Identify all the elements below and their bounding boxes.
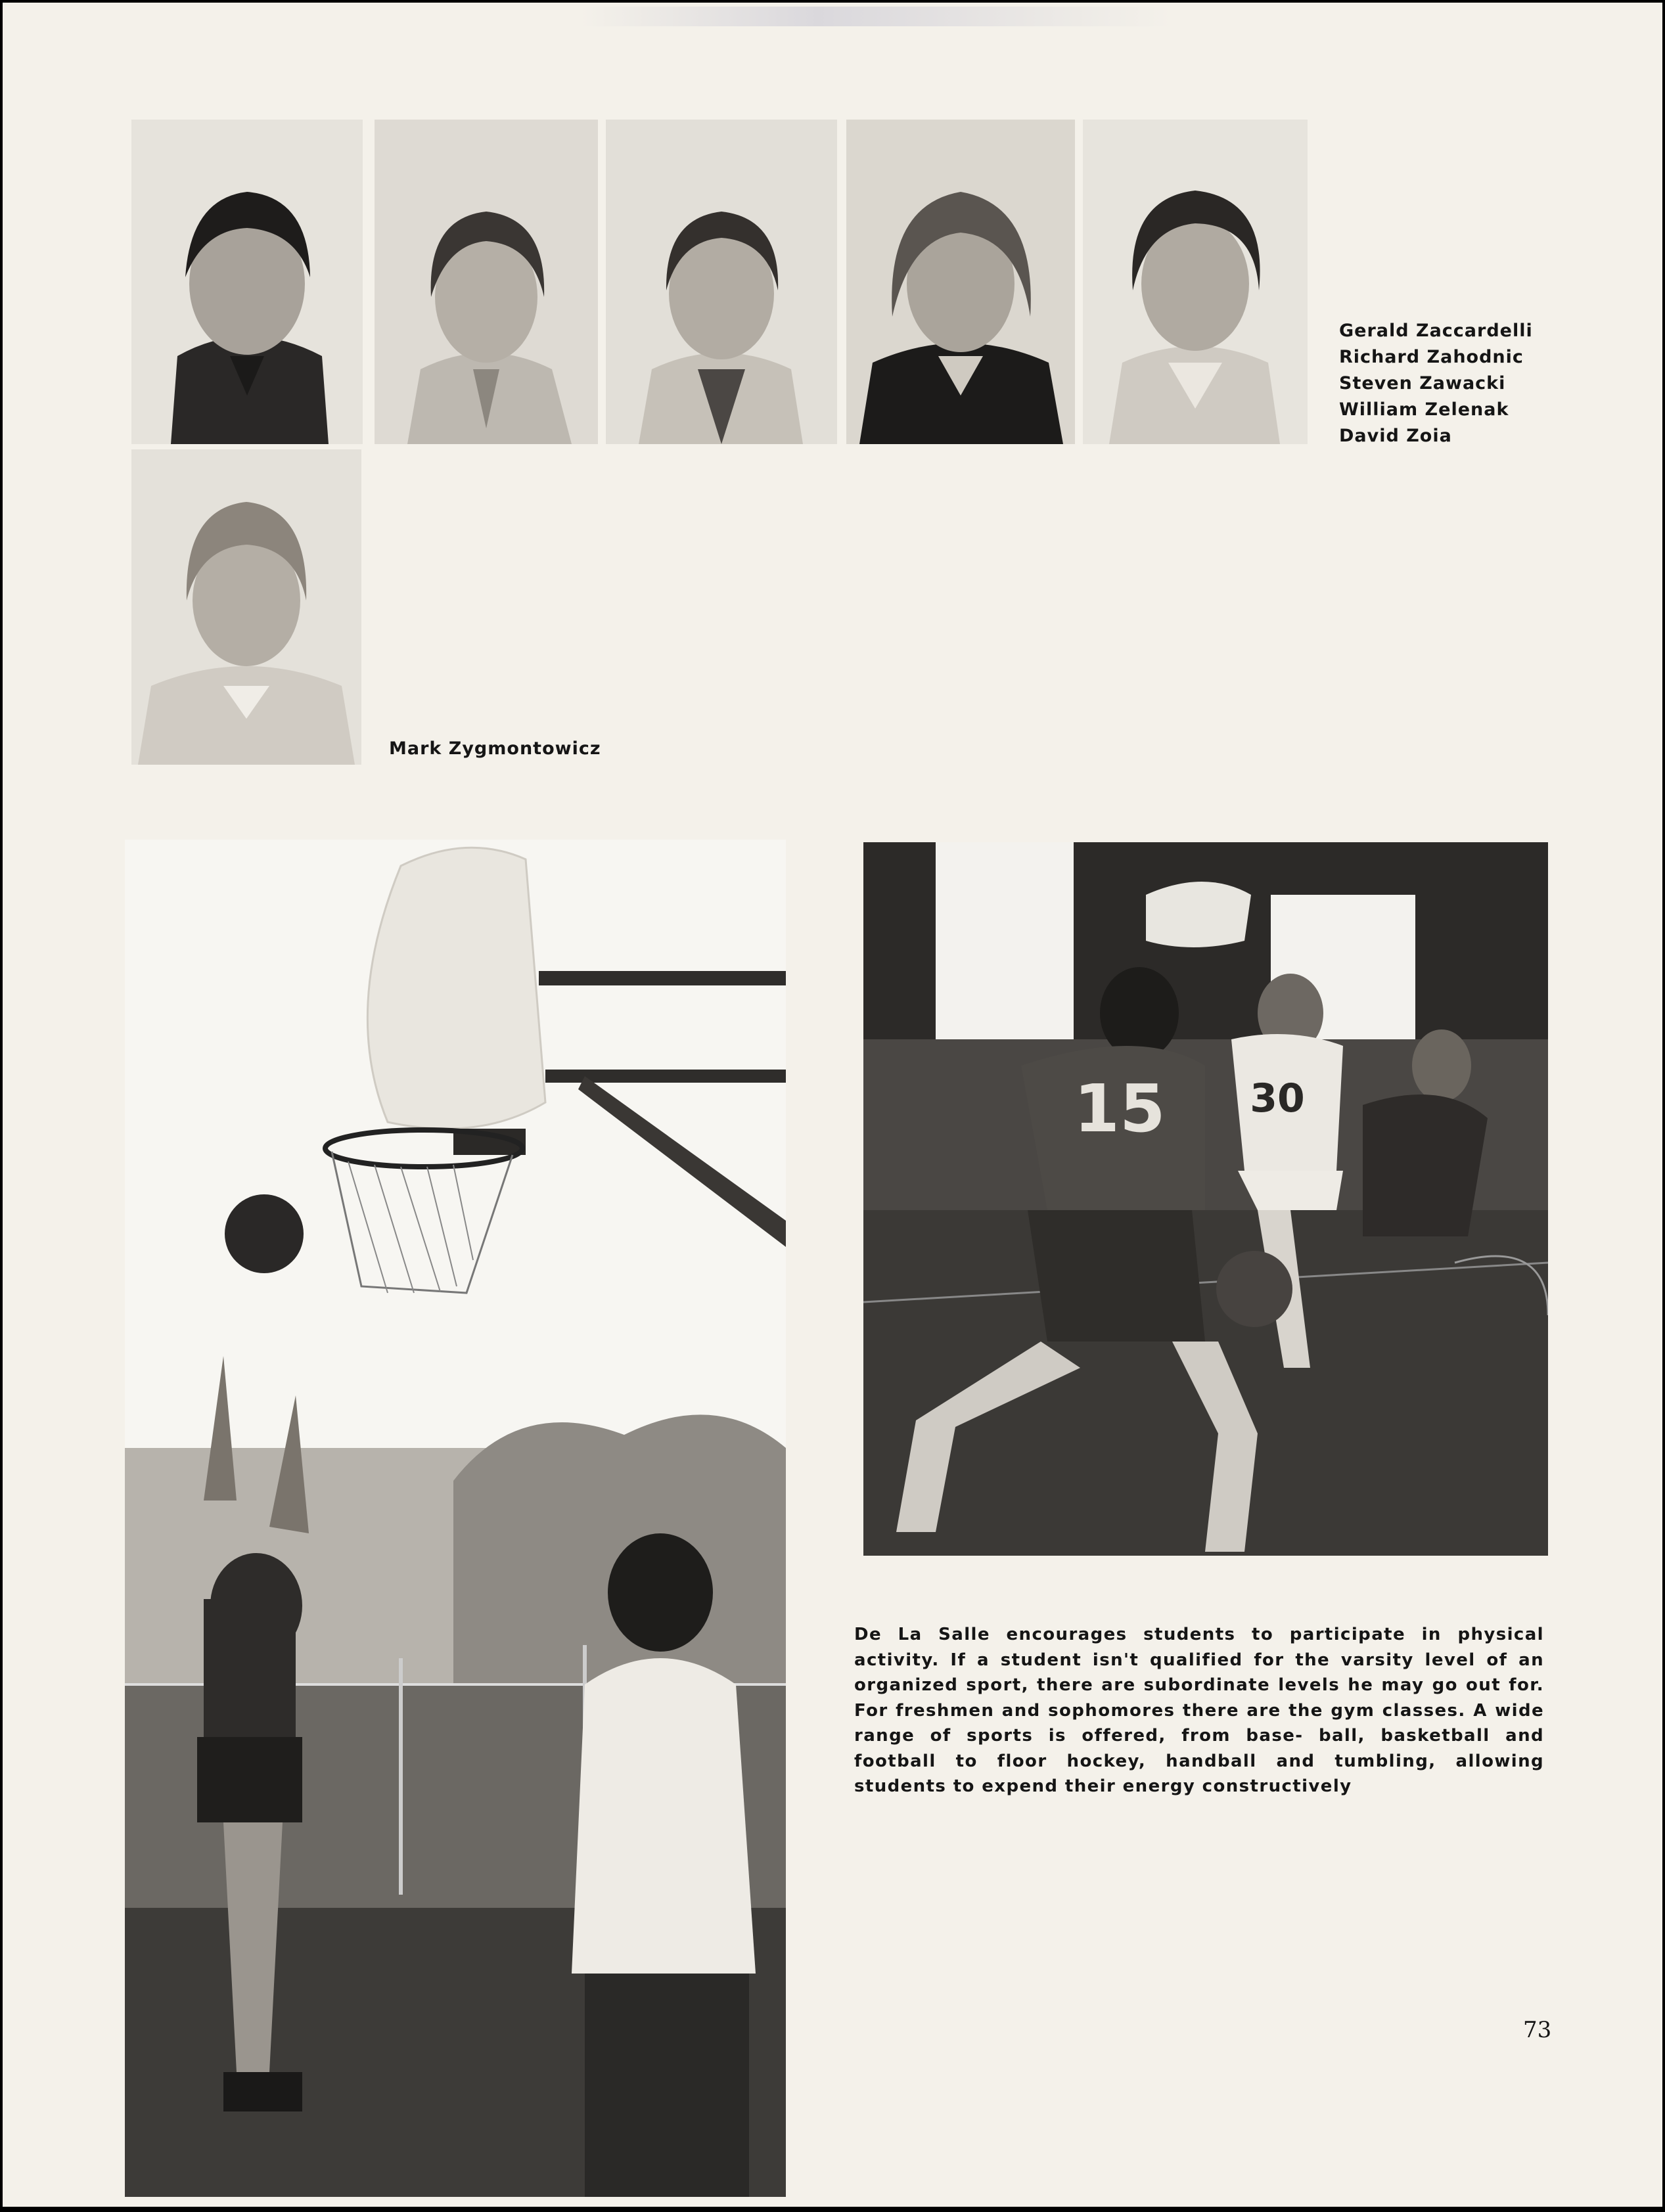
portrait-name: Richard Zahodnic xyxy=(1339,347,1524,367)
portrait-photo-2 xyxy=(375,120,598,444)
jersey-number-15: 15 xyxy=(1074,1070,1166,1147)
portrait-name: William Zelenak xyxy=(1339,399,1509,420)
hoop-photo xyxy=(125,840,786,1317)
portrait-name-list xyxy=(1339,318,1536,449)
gym-game-photo xyxy=(863,842,1548,1556)
jersey-number-30: 30 xyxy=(1250,1075,1305,1121)
page-number: 73 xyxy=(1523,2017,1552,2043)
print-smudge xyxy=(581,7,1172,26)
portrait-photo-5 xyxy=(1083,120,1308,444)
portrait-photo-4 xyxy=(846,120,1075,444)
outdoor-players-photo xyxy=(125,1317,786,2197)
yearbook-page xyxy=(3,3,1662,2207)
portrait-name-single: Mark Zygmontowicz xyxy=(389,738,601,759)
portrait-photo-3 xyxy=(606,120,837,444)
article-paragraph: De La Salle encourages students to participate in physical activity. If a student isn't qualified for the varsity level of an organized sport, there are subordinate levels he may go out for. For freshmen and sophomores there are the gym classes. A wide range of sports is offered, from base- ball, basketball and football to floor hockey, handball and tumbling, allowing students to expend their energy constructively xyxy=(854,1625,1544,1796)
portrait-name: Gerald Zaccardelli xyxy=(1339,321,1533,341)
portrait-name: Steven Zawacki xyxy=(1339,373,1506,394)
portrait-photo-1 xyxy=(131,120,363,444)
portrait-name: David Zoia xyxy=(1339,426,1452,446)
portrait-photo-6 xyxy=(131,449,361,765)
